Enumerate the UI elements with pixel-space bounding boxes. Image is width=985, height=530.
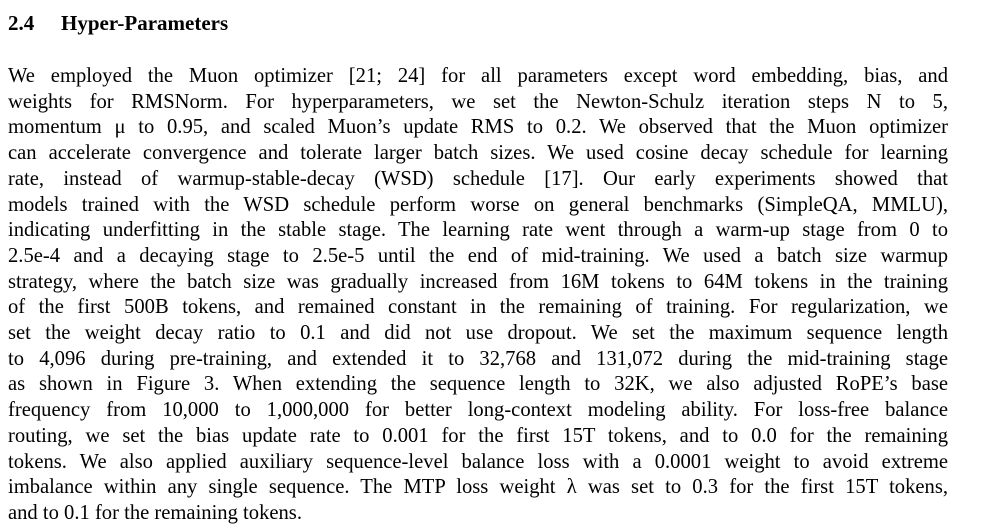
paragraph-line: tokens. We also applied auxiliary sequence-level balance loss with a 0.0001 weight to avoid extreme: [8, 450, 948, 473]
paragraph-line: imbalance within any single sequence. The MTP loss weight λ was set to 0.3 for the first 15T tokens,: [8, 476, 948, 499]
section-number: 2.4: [8, 11, 35, 35]
paragraph-line: 2.5e-4 and a decaying stage to 2.5e-5 until the end of mid-training. We used a batch size warmup: [8, 244, 948, 267]
paragraph-line: and to 0.1 for the remaining tokens.: [8, 501, 302, 524]
section-heading: [8, 9, 228, 37]
paragraph-line: frequency from 10,000 to 1,000,000 for better long-context modeling ability. For loss-free balance: [8, 399, 948, 422]
paragraph-line: to 4,096 during pre-training, and extended it to 32,768 and 131,072 during the mid-training stage: [8, 347, 948, 370]
paragraph-line: routing, we set the bias update rate to 0.001 for the first 15T tokens, and to 0.0 for the remaining: [8, 424, 948, 447]
paragraph-line: as shown in Figure 3. When extending the sequence length to 32K, we also adjusted RoPE’s base: [8, 373, 948, 396]
paragraph-line: We employed the Muon optimizer [21; 24] for all parameters except word embedding, bias, and: [8, 65, 948, 87]
paragraph-line: of the first 500B tokens, and remained constant in the remaining of training. For regularization, we: [8, 296, 948, 319]
paragraph-line: strategy, where the batch size was gradually increased from 16M tokens to 64M tokens in the training: [8, 270, 948, 293]
paragraph-line: can accelerate convergence and tolerate larger batch sizes. We used cosine decay schedule for learning: [8, 142, 948, 165]
section-title: Hyper-Parameters: [61, 11, 229, 35]
paragraph-line: weights for RMSNorm. For hyperparameters, we set the Newton-Schulz iteration steps N to 5,: [8, 90, 948, 113]
paragraph-line: indicating underfitting in the stable stage. The learning rate went through a warm-up stage from 0 to: [8, 219, 948, 242]
paragraph-line: models trained with the WSD schedule perform worse on general benchmarks (SimpleQA, MMLU),: [8, 193, 948, 216]
body-paragraph: [8, 64, 948, 527]
paragraph-line: set the weight decay ratio to 0.1 and did not use dropout. We set the maximum sequence length: [8, 322, 948, 345]
paragraph-line: momentum μ to 0.95, and scaled Muon’s update RMS to 0.2. We observed that the Muon optimizer: [8, 116, 948, 139]
paragraph-line: rate, instead of warmup-stable-decay (WSD) schedule [17]. Our early experiments showed that: [8, 167, 948, 190]
